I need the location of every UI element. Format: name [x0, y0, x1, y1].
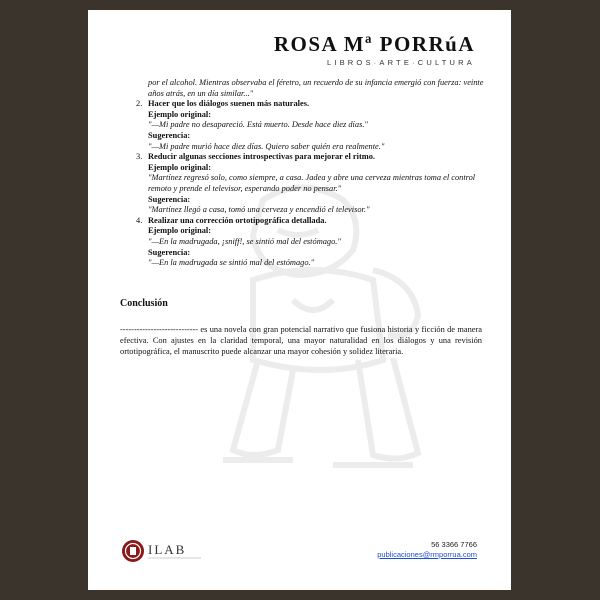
item-title: Reducir algunas secciones introspectivas para mejorar el ritmo. — [148, 152, 376, 162]
suggestion-label: Sugerencia: — [148, 130, 191, 140]
list-item — [118, 216, 488, 269]
conclusion-paragraph: ---------------------------- es una novela con gran potencial narrativo que fusiona historia y ficción de manera efectiva. Con ajustes en la claridad temporal, una mayor naturalidad en los diálogos y una revisión ortotipográfica, el manuscrito puede alcanzar una mayor cohesión y solidez literaria. — [120, 325, 482, 356]
example-label: Ejemplo original: — [148, 162, 212, 172]
example-label: Ejemplo original: — [148, 109, 212, 119]
example-text: "—Mi padre no desapareció. Está muerto. Desde hace diez días." — [148, 120, 368, 130]
item-number: 3. — [136, 152, 143, 162]
suggestion-label: Sugerencia: — [148, 247, 191, 257]
phone-number: 56 3366 7766 — [431, 540, 477, 549]
example-text: "—En la madrugada, ¡sniff!, se sintió mal del estómago." — [148, 236, 341, 246]
item-number: 4. — [136, 215, 143, 225]
brand-name: ROSA Mª PORRúA — [273, 32, 475, 56]
footer-contact — [377, 540, 477, 560]
suggestion-label: Sugerencia: — [148, 194, 191, 204]
intro-continuation: por el alcohol. Mientras observaba el féretro, un recuerdo de su infancia emergió con fuerza: veinte años atrás, en un día similar..." — [148, 78, 484, 98]
list-item — [118, 152, 488, 216]
suggestion-text: "—En la madrugada se sintió mal del estómago." — [148, 258, 315, 268]
list-item — [118, 99, 488, 152]
suggestion-text: "Martínez llegó a casa, tomó una cerveza y encendió el televisor." — [148, 205, 370, 215]
example-text: "Martínez regresó solo, como siempre, a casa. Jadea y abre una cerveza mientras toma el control remoto y prende el televisor, esperando poder no pensar." — [148, 173, 476, 193]
brand-header — [274, 32, 475, 67]
item-title: Hacer que los diálogos suenen más naturales. — [148, 99, 310, 109]
document-page — [88, 10, 511, 590]
email-link[interactable]: publicaciones@rmporrua.com — [377, 550, 477, 559]
item-number: 2. — [136, 99, 143, 109]
ilab-logo — [121, 537, 211, 565]
ilab-logo-text: ILAB — [148, 542, 187, 557]
brand-tagline: LIBROS·ARTE·CULTURA — [326, 58, 475, 67]
suggestion-text: "—Mi padre murió hace diez días. Quiero saber quién era realmente." — [148, 141, 385, 151]
item-title: Realizar una corrección ortotipográfica detallada. — [148, 215, 327, 225]
recommendations-text — [118, 78, 488, 269]
conclusion-heading: Conclusión — [120, 298, 168, 309]
example-label: Ejemplo original: — [148, 226, 212, 236]
